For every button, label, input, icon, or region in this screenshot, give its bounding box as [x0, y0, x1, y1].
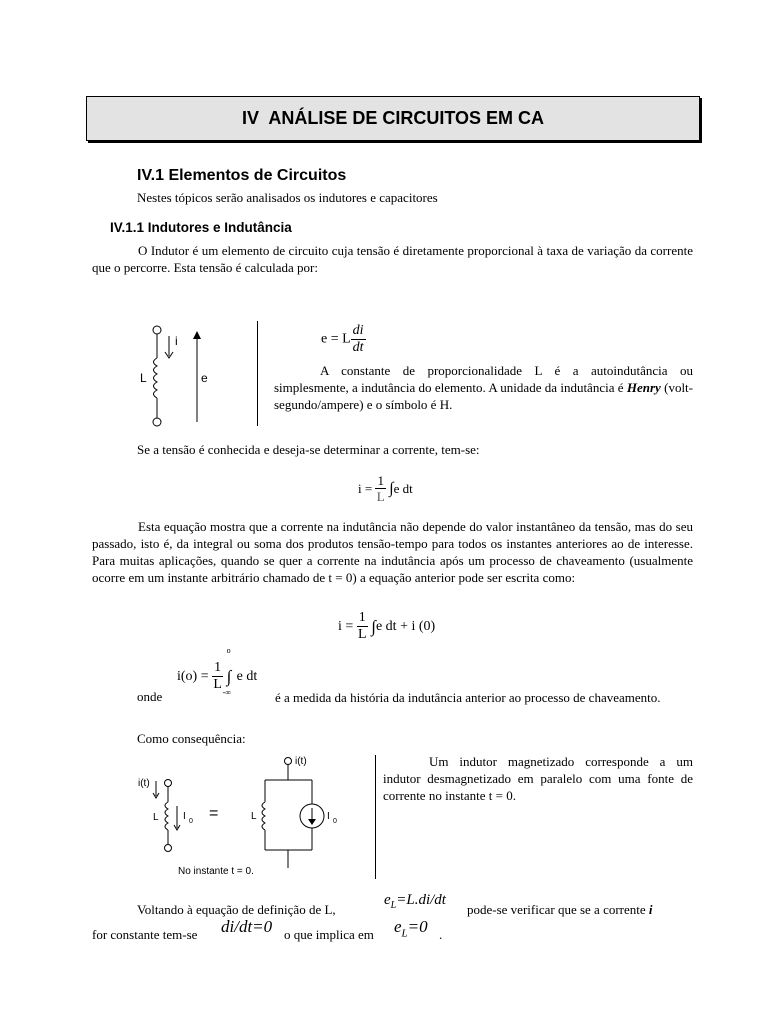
label-i: i — [175, 334, 178, 348]
label-e: e — [201, 371, 208, 385]
equation-didt-zero: di/dt=0 — [221, 917, 273, 936]
paragraph-known-voltage: Se a tensão é conhecida e deseja-se determinar a corrente, tem-se: — [137, 442, 480, 457]
equation-e-ldidt — [321, 324, 366, 355]
text-implies: o que implica em — [284, 927, 374, 942]
paragraph-inductance-constant: A constante de proporcionalidade L é a autoindutância ou simplesmente, a indutância do elemento. A unidade da indutância é Henry (volt-segundo/ampere) e o símbolo é H. — [274, 363, 693, 412]
figure-caption: No instante t = 0. — [178, 866, 254, 877]
fraction-di-dt: $\frac{di}{dt}$ — [352, 323, 364, 355]
label-current-t-right: i(t) — [295, 756, 307, 767]
equation-initial-current: i(o) = $\frac{1}{L}$ o ∫ -∞ e dt — [177, 645, 258, 697]
section-heading: IV.1 Elementos de Circuitos — [137, 167, 347, 184]
fraction-1-over-L: $\frac{1}{L}$ — [213, 660, 222, 692]
divider-line-2 — [375, 755, 376, 879]
label-I0-left: I — [183, 811, 186, 822]
inductor-diagram — [135, 320, 225, 430]
paragraph-inductor-definition: O Indutor é um elemento de circuito cuja tensão é diretamente proporcional à taxa de variação da corrente que o percorre. Esta tensão é calculada por: — [92, 243, 693, 275]
divider-line — [257, 321, 258, 426]
definite-integral: o ∫ -∞ — [222, 645, 232, 697]
terminal-top — [153, 326, 161, 334]
text-period: . — [439, 927, 443, 942]
integral-sign: ∫ — [389, 479, 394, 497]
label-L-left: L — [153, 812, 159, 823]
section-intro: Nestes tópicos serão analisados os indutores e capacitores — [137, 190, 438, 205]
paragraph-consequence: Como consequência: — [137, 731, 246, 746]
henry-unit: Henry — [626, 380, 661, 395]
equivalent-circuit-diagram — [135, 752, 370, 880]
inductor-coil — [154, 358, 158, 398]
equation-eL: $e_L=L.di/dt$ — [384, 892, 446, 911]
subsection-heading: IV.1.1 Indutores e Indutância — [110, 220, 292, 235]
label-current-t: i(t) — [138, 778, 150, 789]
label-onde: onde — [137, 689, 163, 704]
text-if-constant: for constante tem-se — [92, 927, 198, 942]
paragraph-magnetized-inductor: Um indutor magnetizado corresponde a um indutor desmagnetizado em paralelo com uma fonte de corrente no instante t = 0. — [383, 754, 693, 803]
text-returning-definition: Voltando à equação de definição de L, — [137, 902, 336, 917]
paragraph-history: é a medida da história da indutância anterior ao processo de chaveamento. — [275, 690, 661, 705]
inductor-coil-left — [165, 802, 168, 830]
terminal-bottom — [153, 418, 161, 426]
integral-sign: ∫ — [371, 616, 376, 636]
svg-text:0: 0 — [189, 818, 193, 825]
label-I0-right: I — [327, 811, 330, 822]
paragraph-integral-explanation: Esta equação mostra que a corrente na indutância não depende do valor instantâneo da tensão, mas do seu passado, isto é, da integral ou soma dos produtos tensão-tempo para todos os instantes anteriores ao de interesse. Para muitas aplicações, quando se quer a corrente na indutância após um processo de chaveamento (usualmente ocorre em um instante arbitrário chamado de t = 0) a equação anterior pode ser escrita como: — [92, 519, 693, 585]
equation-current-integral: i = $\frac{1}{L}$ ∫ e dt — [358, 473, 413, 504]
text-can-verify: pode-se verificar que se a corrente i — [467, 902, 653, 917]
inductor-coil-right — [262, 802, 265, 830]
fraction-1-over-L: $\frac{1}{L}$ — [358, 610, 367, 642]
chapter-title — [86, 96, 700, 141]
svg-text:0: 0 — [333, 818, 337, 825]
equation-eL-zero: $e_L=0$ — [394, 917, 428, 940]
label-L-right: L — [251, 811, 257, 822]
chapter-title-text: IV ANÁLISE DE CIRCUITOS EM CA — [241, 108, 545, 128]
equation-current-initial: i = $\frac{1}{L}$ ∫ e dt + i (0) — [338, 610, 436, 642]
label-L: L — [140, 371, 147, 385]
equals-sign: = — [209, 805, 219, 822]
fraction-1-over-L: $\frac{1}{L}$ — [376, 473, 385, 504]
eq-left: e = L — [321, 331, 351, 347]
